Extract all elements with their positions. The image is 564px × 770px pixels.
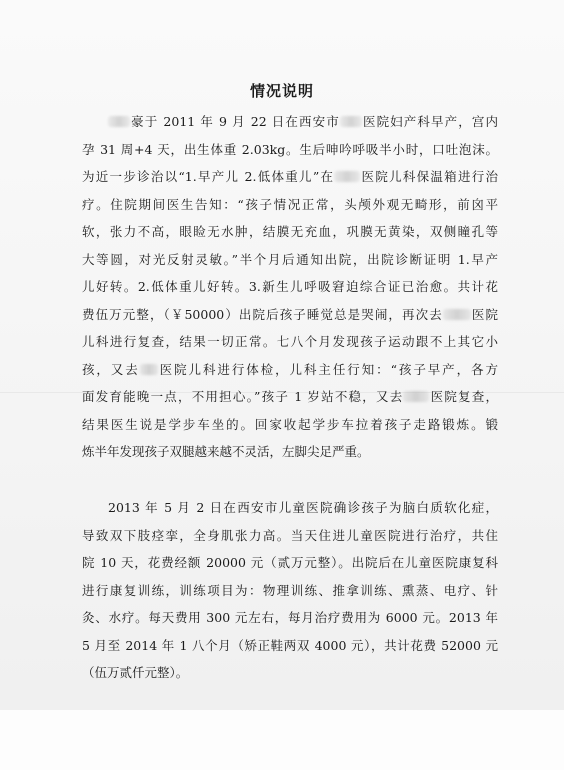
paragraph-line: 疗。住院期间医生告知：“孩子情况正常，头颅外观无畸形，前囟平 — [82, 196, 498, 212]
paragraph-line: 软，张力不高，眼睑无水肿，结膜无充血，巩膜无黄染，双侧瞳孔等 — [82, 224, 498, 239]
paragraph-line: 2013 年 5 月 2 日在西安市儿童医院确诊孩子为脑白质软化症， — [108, 500, 498, 515]
paragraph-line: （伍万贰仟元整）。 — [82, 665, 189, 680]
paragraph-line: 炼半年发现孩子双腿越来越不灵活，左脚尖足严重。 — [82, 444, 370, 459]
redacted-hospital — [340, 116, 362, 127]
paragraph-line: 孩，又去 医院儿科进行体检，儿科主任行知：“孩子早产，各方 — [82, 361, 498, 377]
document-title: 情况说明 — [249, 82, 314, 100]
redacted-name — [108, 116, 130, 127]
paragraph-line: 大等圆，对光反射灵敏。”半个月后通知出院，出院诊断证明 1.早产 — [82, 251, 498, 267]
redacted-hospital — [140, 364, 158, 375]
paragraph-line: 儿科进行复查，结果一切正常。七八个月发现孩子运动跟不上其它小 — [82, 334, 498, 349]
redacted-hospital — [334, 171, 360, 182]
paragraph-line: 导致双下肢痉挛，全身肌张力高。当天住进儿童医院进行治疗，共住 — [82, 527, 498, 543]
paragraph-2 — [82, 494, 498, 687]
paragraph-line: 进行康复训练，训练项目为：物理训练、推拿训练、熏蒸、电疗、针 — [82, 582, 498, 598]
paragraph-line: 为近一步诊治以“1.早产儿 2.低体重儿”在 医院儿科保温箱进行治 — [82, 169, 498, 184]
paragraph-line: 儿好转。2.低体重儿好转。3.新生儿呼吸窘迫综合证已治愈。共计花 — [82, 279, 498, 294]
paragraph-line: 豪于 2011 年 9 月 22 日在西安市 医院妇产科早产，宫内 — [82, 108, 498, 136]
redacted-hospital — [403, 391, 429, 402]
paragraph-line: 费伍万元整，（￥50000）出院后孩子睡觉总是哭闹，再次去 医院 — [82, 306, 498, 322]
paragraph-line: 面发育能晚一点，不用担心。”孩子 1 岁站不稳，又去 医院复查， — [82, 389, 498, 404]
paragraph-line: 灸、水疗。每天费用 300 元左右，每月治疗费用为 6000 元。2013 年 — [82, 610, 498, 625]
paragraph-line: 5 月至 2014 年 1 八个月（矫正鞋两双 4000 元），共计花费 52000 元 — [82, 637, 498, 653]
paragraph-1 — [82, 108, 498, 466]
paragraph-line: 院 10 天，花费经额 20000 元（贰万元整）。出院后在儿童医院康复科 — [82, 555, 498, 570]
paragraph-line: 结果医生说是学步车坐的。回家收起学步车拉着孩子走路锻炼。锻 — [82, 416, 498, 432]
paragraph-line: 孕 31 周+4 天，出生体重 2.03kg。生后呻吟呼吸半小时，口吐泡沫。 — [82, 141, 498, 157]
redacted-hospital — [443, 309, 471, 320]
